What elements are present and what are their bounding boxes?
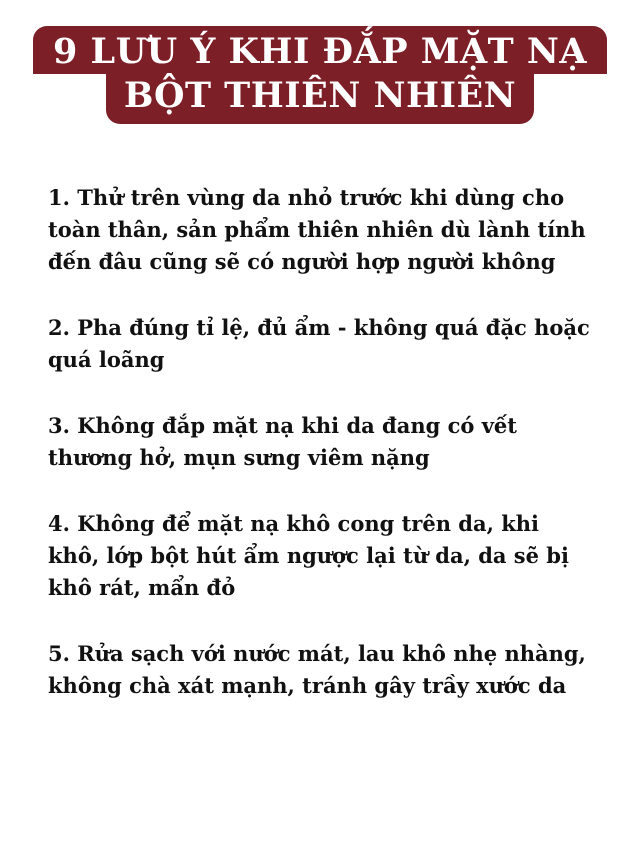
tip-item-1: 1. Thử trên vùng da nhỏ trước khi dùng cho toàn thân, sản phẩm thiên nhiên dù lành tính đến đâu cũng sẽ có người hợp người không bbox=[48, 185, 586, 274]
page-title bbox=[0, 26, 640, 124]
title-line-2: BỘT THIÊN NHIÊN bbox=[106, 74, 534, 124]
title-line-1: 9 LƯU Ý KHI ĐẮP MẶT NẠ bbox=[33, 26, 607, 74]
tip-item-3: 3. Không đắp mặt nạ khi da đang có vết thương hở, mụn sưng viêm nặng bbox=[48, 413, 517, 470]
tip-item-2: 2. Pha đúng tỉ lệ, đủ ẩm - không quá đặc hoặc quá loãng bbox=[48, 315, 590, 372]
tip-item-5: 5. Rửa sạch với nước mát, lau khô nhẹ nhàng, không chà xát mạnh, tránh gây trầy xước da bbox=[48, 641, 586, 698]
tips-list bbox=[48, 182, 618, 736]
tip-item-4: 4. Không để mặt nạ khô cong trên da, khi khô, lớp bột hút ẩm ngược lại từ da, da sẽ bị khô rát, mẩn đỏ bbox=[48, 511, 569, 600]
